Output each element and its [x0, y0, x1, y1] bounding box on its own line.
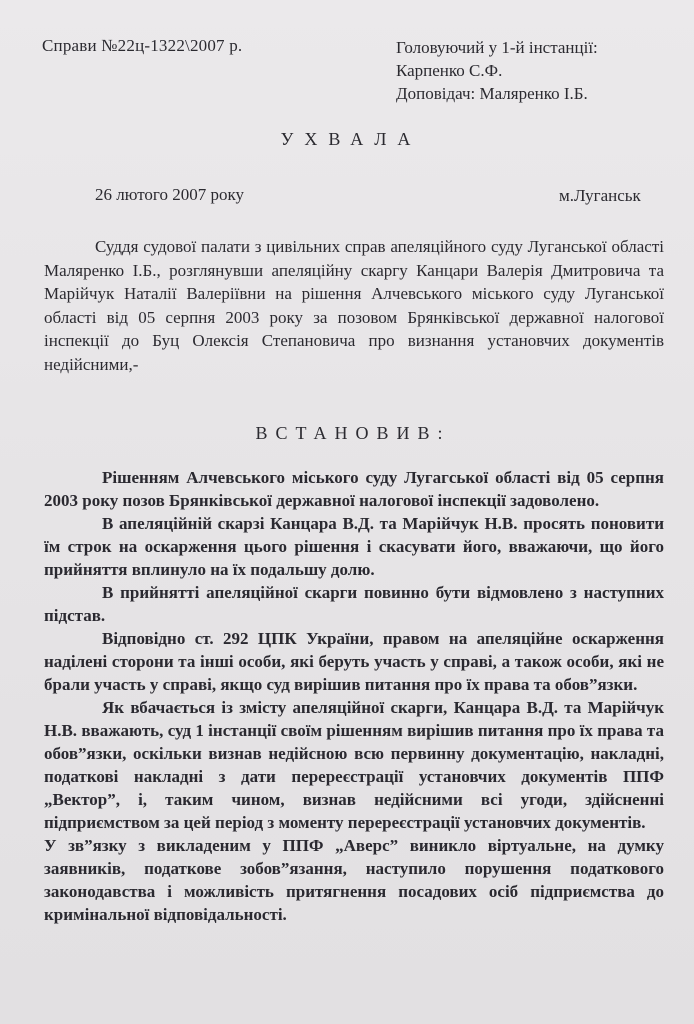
paragraph: У зв”язку з викладеним у ППФ „Аверс” виникло віртуальне, на думку заявників, податкове зобов”язання, наступило порушення податкового законодавства і можливість притягнення посадових осіб підприємства до кримінальної відповідальності.	[44, 836, 664, 924]
reporter: Доповідач: Маляренко І.Б.	[396, 84, 588, 103]
document-date: 26 лютого 2007 року	[95, 185, 244, 204]
paragraph: Як вбачається із змісту апеляційної скарги, Канцара В.Д. та Марійчук Н.В. вважають, суд 1 інстанції своїм рішенням вирішив питання про їх права та обов”язки, оскільки визнав недійсною всю первинну документацію, накладні, податкові накладні з дати перереєстрації установчих документів ППФ „Вектор”, і, таким чином, визнав недійсними всі угоди, здійсненні підприємством за цей період з моменту перереєстрації установчих документів.	[44, 698, 664, 832]
judges-block	[396, 36, 598, 105]
paragraph: Рішенням Алчевського міського суду Лугагської області від 05 серпня 2003 року позов Брянківської державної налогової інспекції задоволено.	[44, 468, 664, 510]
established-heading: ВСТАНОВИВ:	[255, 423, 451, 443]
intro-paragraph: Суддя судової палати з цивільних справ апеляційного суду Луганської області Маляренко І.Б., розглянувши апеляційну скаргу Канцари Валерія Дмитровича та Марійчук Наталії Валеріївни на рішення Алчевського міського суду Луганської області від 05 серпня 2003 року за позовом Брянківської державної налогової інспекції до Буц Олексія Степановича про визнання установчих документів недійсними,-	[44, 237, 664, 374]
document-title: УХВАЛА	[280, 129, 422, 149]
paragraph: Відповідно ст. 292 ЦПК України, правом на апеляційне оскарження наділені сторони та інші особи, які беруть участь у справі, а також особи, які не брали участь у справі, якщо суд вирішив питання про їх права та обов”язки.	[44, 629, 664, 694]
document-city: м.Луганськ	[559, 186, 641, 205]
presiding-name: Карпенко С.Ф.	[396, 61, 503, 80]
paragraph: В прийнятті апеляційної скарги повинно бути відмовлено з наступних підстав.	[44, 583, 664, 625]
presiding-label: Головуючий у 1-й інстанції:	[396, 38, 598, 57]
body-text	[44, 466, 664, 926]
case-number: Справи №22ц-1322\2007 р.	[42, 36, 243, 55]
paragraph: В апеляційній скарзі Канцара В.Д. та Марійчук Н.В. просять поновити їм строк на оскарження цього рішення і скасувати його, вважаючи, що його прийняття вплинуло на їх подальшу долю.	[44, 514, 664, 579]
